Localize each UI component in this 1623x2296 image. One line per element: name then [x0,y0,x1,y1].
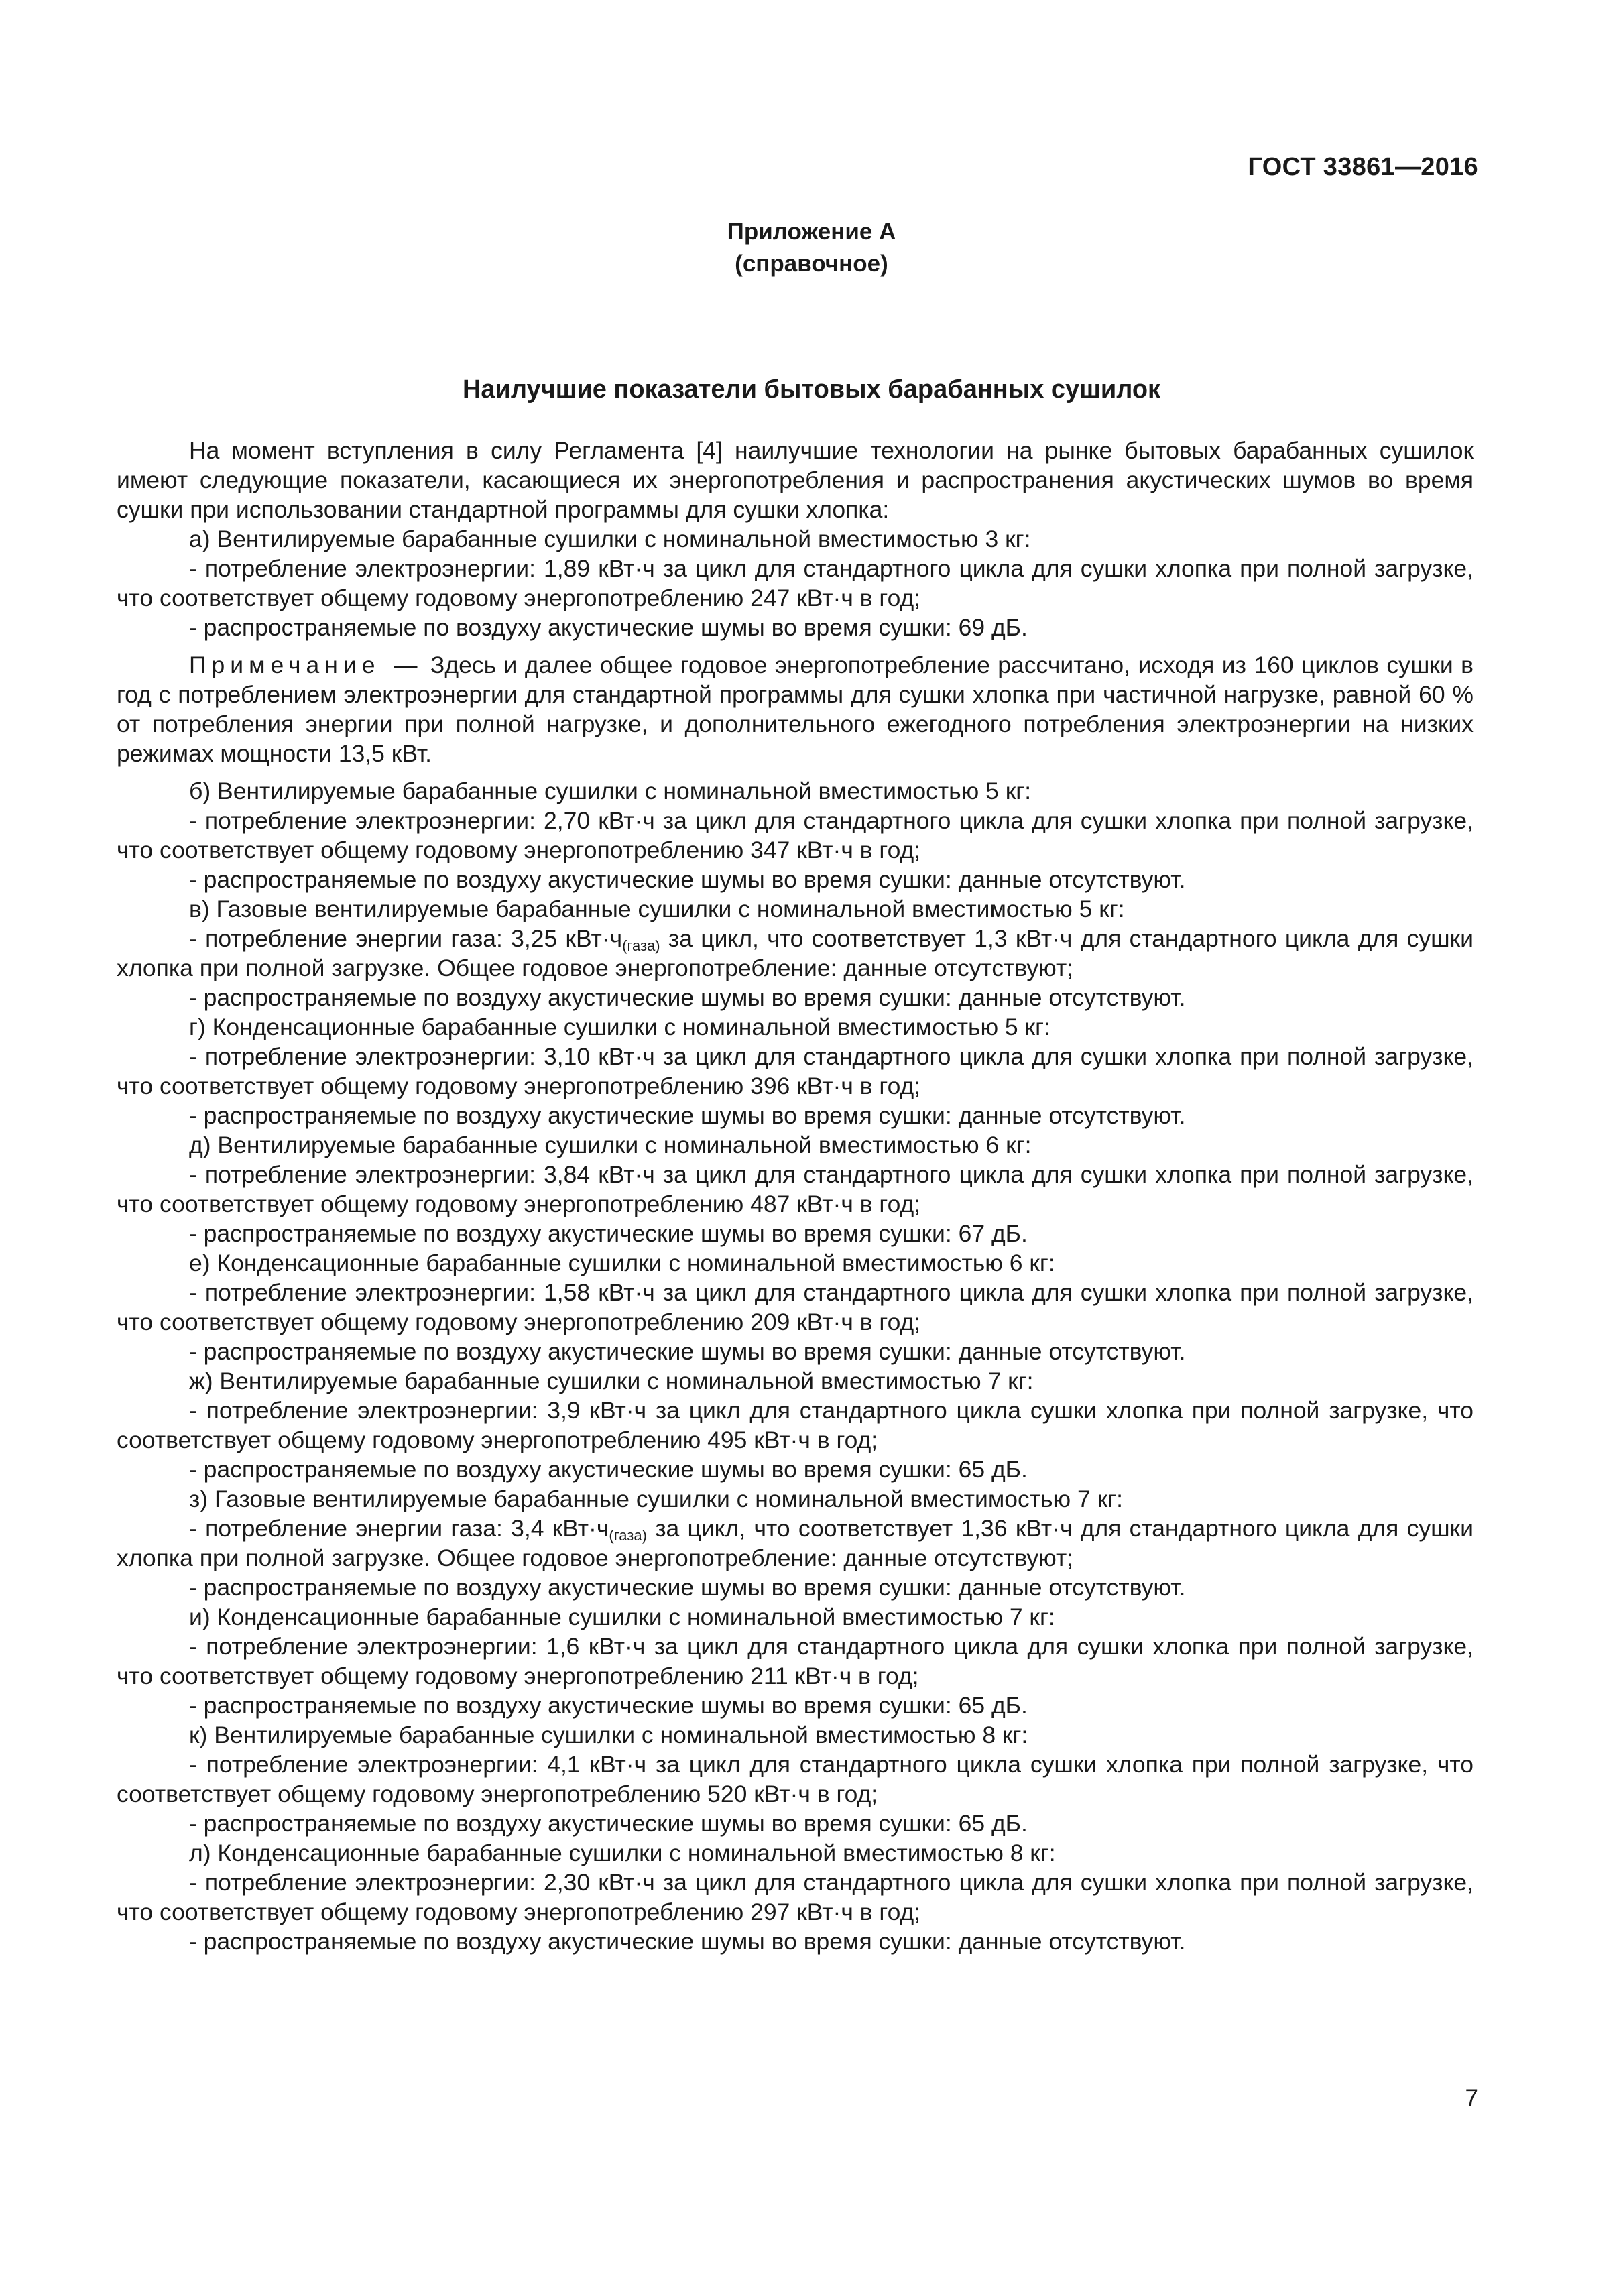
item-c-energy-text: - потребление энергии газа: 3,25 кВт·ч [189,925,623,952]
item-g-title: ж) Вентилируемые барабанные сушилки с номинальной вместимостью 7 кг: [189,1368,1034,1394]
item-c-energy-subscript: (газа) [622,937,660,954]
item-a-title: а) Вентилируемые барабанные сушилки с номинальной вместимостью 3 кг: [189,526,1031,552]
annex-label: Приложение А [727,219,896,245]
item-l-title: л) Конденсационные барабанные сушилки с номинальной вместимостью 8 кг: [189,1839,1056,1866]
item-h-energy-subscript: (газа) [609,1527,647,1544]
item-h-title: з) Газовые вентилируемые барабанные сушилки с номинальной вместимостью 7 кг: [189,1486,1123,1512]
item-i-title: и) Конденсационные барабанные сушилки с номинальной вместимостью 7 кг: [189,1604,1055,1630]
page-title: Наилучшие показатели бытовых барабанных сушилок [462,375,1161,404]
item-f-energy: - потребление электроэнергии: 1,58 кВт·ч за цикл для стандартного цикла для сушки хлопка при полной загрузке, что соответствует общему годовому энергопотреблению 209 кВт·ч в год; [117,1279,1474,1335]
item-h-energy [117,1514,1474,1573]
item-k-energy: - потребление электроэнергии: 4,1 кВт·ч за цикл для стандартного цикла сушки хлопка при полной загрузке, что соответствует общему годовому энергопотреблению 520 кВт·ч в год; [117,1751,1474,1807]
item-k-noise: - распространяемые по воздуху акустические шумы во время сушки: 65 дБ. [189,1810,1028,1837]
item-i-energy: - потребление электроэнергии: 1,6 кВт·ч за цикл для стандартного цикла для сушки хлопка при полной загрузке, что соответствует общему годовому энергопотреблению 211 кВт·ч в год; [117,1633,1474,1689]
item-f-title: е) Конденсационные барабанные сушилки с номинальной вместимостью 6 кг: [189,1250,1055,1276]
note-paragraph [117,650,1474,768]
item-h-energy-rest: за цикл, что соответствует 1,36 кВт·ч для стандартного цикла для сушки хлопка при полной загрузке. Общее годовое энергопотребление: данные отсутствуют; [117,1515,1474,1571]
item-h-energy-text: - потребление энергии газа: 3,4 кВт·ч [189,1515,609,1542]
item-l-energy: - потребление электроэнергии: 2,30 кВт·ч за цикл для стандартного цикла для сушки хлопка при полной загрузке, что соответствует общему годовому энергопотреблению 297 кВт·ч в год; [117,1869,1474,1925]
note-label: Примечание — [189,652,423,678]
item-i-noise: - распространяемые по воздуху акустические шумы во время сушки: 65 дБ. [189,1692,1028,1719]
item-d-noise: - распространяемые по воздуху акустические шумы во время сушки: данные отсутствуют. [189,1102,1186,1129]
item-a-energy: - потребление электроэнергии: 1,89 кВт·ч за цикл для стандартного цикла для сушки хлопка при полной загрузке, что соответствует общему годовому энергопотреблению 247 кВт·ч в год; [117,555,1474,611]
standard-code: ГОСТ 33861—2016 [1248,153,1478,181]
item-c-noise: - распространяемые по воздуху акустические шумы во время сушки: данные отсутствуют. [189,984,1186,1011]
item-c-energy [117,924,1474,983]
annex-type: (справочное) [735,251,888,277]
item-a-noise: - распространяемые по воздуху акустические шумы во время сушки: 69 дБ. [189,614,1028,641]
annex-heading [0,216,1623,280]
item-h-noise: - распространяемые по воздуху акустические шумы во время сушки: данные отсутствуют. [189,1574,1186,1601]
item-e-noise: - распространяемые по воздуху акустические шумы во время сушки: 67 дБ. [189,1220,1028,1247]
item-l-noise: - распространяемые по воздуху акустические шумы во время сушки: данные отсутствуют. [189,1928,1186,1955]
item-k-title: к) Вентилируемые барабанные сушилки с номинальной вместимостью 8 кг: [189,1721,1028,1748]
item-c-energy-rest: за цикл, что соответствует 1,3 кВт·ч для стандартного цикла для сушки хлопка при полной загрузке. Общее годовое энергопотребление: данные отсутствуют; [117,925,1474,981]
item-b-energy: - потребление электроэнергии: 2,70 кВт·ч за цикл для стандартного цикла для сушки хлопка при полной загрузке, что соответствует общему годовому энергопотреблению 347 кВт·ч в год; [117,807,1474,863]
item-d-title: г) Конденсационные барабанные сушилки с номинальной вместимостью 5 кг: [189,1014,1050,1040]
item-b-noise: - распространяемые по воздуху акустические шумы во время сушки: данные отсутствуют. [189,866,1186,893]
item-e-title: д) Вентилируемые барабанные сушилки с номинальной вместимостью 6 кг: [189,1132,1032,1158]
item-b-title: б) Вентилируемые барабанные сушилки с номинальной вместимостью 5 кг: [189,778,1032,804]
item-e-energy: - потребление электроэнергии: 3,84 кВт·ч за цикл для стандартного цикла для сушки хлопка при полной загрузке, что соответствует общему годовому энергопотреблению 487 кВт·ч в год; [117,1161,1474,1217]
item-g-energy: - потребление электроэнергии: 3,9 кВт·ч за цикл для стандартного цикла сушки хлопка при полной загрузке, что соответствует общему годовому энергопотреблению 495 кВт·ч в год; [117,1397,1474,1453]
document-body [117,436,1474,1956]
intro-paragraph: На момент вступления в силу Регламента [4] наилучшие технологии на рынке бытовых барабанных сушилок имеют следующие показатели, касающиеся их энергопотребления и распространения акустических шумов во время сушки при использовании стандартной программы для сушки хлопка: [117,437,1474,523]
page-number: 7 [1465,2085,1478,2111]
item-f-noise: - распространяемые по воздуху акустические шумы во время сушки: данные отсутствуют. [189,1338,1186,1365]
item-c-title: в) Газовые вентилируемые барабанные сушилки с номинальной вместимостью 5 кг: [189,896,1125,922]
item-d-energy: - потребление электроэнергии: 3,10 кВт·ч за цикл для стандартного цикла для сушки хлопка при полной загрузке, что соответствует общему годовому энергопотреблению 396 кВт·ч в год; [117,1043,1474,1099]
note-text: Здесь и далее общее годовое энергопотребление рассчитано, исходя из 160 циклов сушки в год с потреблением электроэнергии для стандартной программы для сушки хлопка при частичной нагрузке, равной 60 % от потребления энергии при полной нагрузке, и дополнительного ежегодного потребления электроэнергии на низких режимах мощности 13,5 кВт. [117,652,1474,767]
item-g-noise: - распространяемые по воздуху акустические шумы во время сушки: 65 дБ. [189,1456,1028,1483]
